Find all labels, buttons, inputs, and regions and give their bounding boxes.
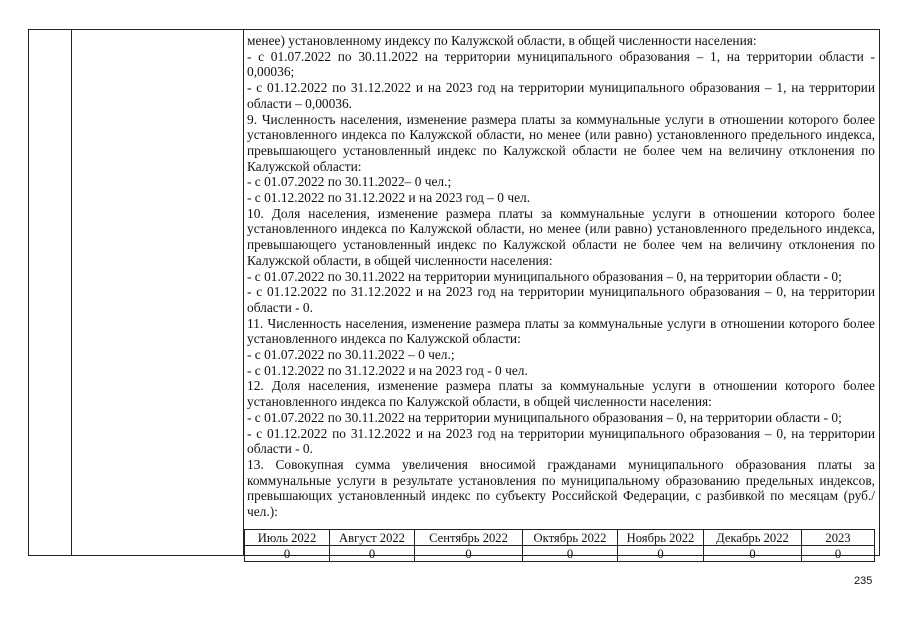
- paragraph: 10. Доля населения, изменение размера платы за коммунальные услуги в отношении которого более установленного индекса по Калужской области, но менее (или равно) установленного предельного индекса, превышающего установленный индекс по Калужской области не более чем на величину отклонения по Калужской области, в общей численности населения:: [247, 205, 875, 268]
- paragraph: - с 01.07.2022 по 30.11.2022 на территории муниципального образования – 0, на территории области - 0;: [247, 268, 842, 284]
- table-cell: 0: [618, 546, 704, 562]
- paragraph: 13. Совокупная сумма увеличения вносимой гражданами муниципального образования платы за коммунальные услуги в результате установления по муниципальному образованию предельных индексов, превышающих установленный индекс по субъекту Российской Федерации, с разбивкой по месяцам (руб./чел.):: [247, 456, 875, 520]
- monthly-amount-table: [244, 529, 875, 562]
- table-header-cell: Сентябрь 2022: [415, 530, 523, 546]
- table-header-cell: Август 2022: [330, 530, 415, 546]
- column-divider-1: [71, 30, 72, 555]
- page-number: 235: [854, 575, 873, 587]
- column-divider-2: [243, 30, 244, 555]
- paragraph: 9. Численность населения, изменение размера платы за коммунальные услуги в отношении которого более установленного индекса по Калужской области, но менее (или равно) установленного предельного индекса, превышающего установленный индекс по Калужской области не более чем на величину отклонения по Калужской области:: [247, 111, 875, 174]
- table-cell: 0: [523, 546, 618, 562]
- table-header-cell: 2023: [802, 530, 875, 546]
- table-cell: 0: [330, 546, 415, 562]
- paragraph: - с 01.12.2022 по 31.12.2022 и на 2023 год - 0 чел.: [247, 362, 528, 378]
- paragraph: - с 01.07.2022 по 30.11.2022 – 0 чел.;: [247, 347, 455, 363]
- paragraph: - с 01.12.2022 по 31.12.2022 и на 2023 год на территории муниципального образования – 0, на территории области - 0.: [247, 425, 875, 457]
- table-header-cell: Октябрь 2022: [523, 530, 618, 546]
- table-header-cell: Июль 2022: [245, 530, 330, 546]
- document-body: [247, 33, 875, 520]
- paragraph: 11. Численность населения, изменение размера платы за коммунальные услуги в отношении которого более установленного индекса по Калужской области:: [247, 315, 875, 347]
- paragraph: - с 01.12.2022 по 31.12.2022 и на 2023 год на территории муниципального образования – 0, на территории области - 0.: [247, 284, 875, 315]
- table-cell: 0: [415, 546, 523, 562]
- paragraph: 12. Доля населения, изменение размера платы за коммунальные услуги в отношении которого более установленного индекса по Калужской области, в общей численности населения:: [247, 378, 875, 410]
- paragraph: - с 01.12.2022 по 31.12.2022 и на 2023 год – 0 чел.: [247, 190, 531, 206]
- table-cell: 0: [802, 546, 875, 562]
- table-header-cell: Ноябрь 2022: [618, 530, 704, 546]
- paragraph: - с 01.07.2022 по 30.11.2022 на территории муниципального образования – 0, на территории области - 0;: [247, 409, 842, 425]
- table-cell: 0: [704, 546, 802, 562]
- paragraph: - с 01.12.2022 по 31.12.2022 и на 2023 год на территории муниципального образования – 1, на территории области – 0,00036.: [247, 80, 875, 111]
- paragraph: - с 01.07.2022 по 30.11.2022 на территории муниципального образования – 1, на территории области - 0,00036;: [247, 48, 875, 80]
- table-cell: 0: [245, 546, 330, 562]
- table-row: [245, 546, 875, 562]
- table-header-row: [245, 530, 875, 546]
- paragraph: менее) установленному индексу по Калужской области, в общей численности населения:: [247, 33, 757, 48]
- paragraph: - с 01.07.2022 по 30.11.2022– 0 чел.;: [247, 174, 452, 190]
- table-header-cell: Декабрь 2022: [704, 530, 802, 546]
